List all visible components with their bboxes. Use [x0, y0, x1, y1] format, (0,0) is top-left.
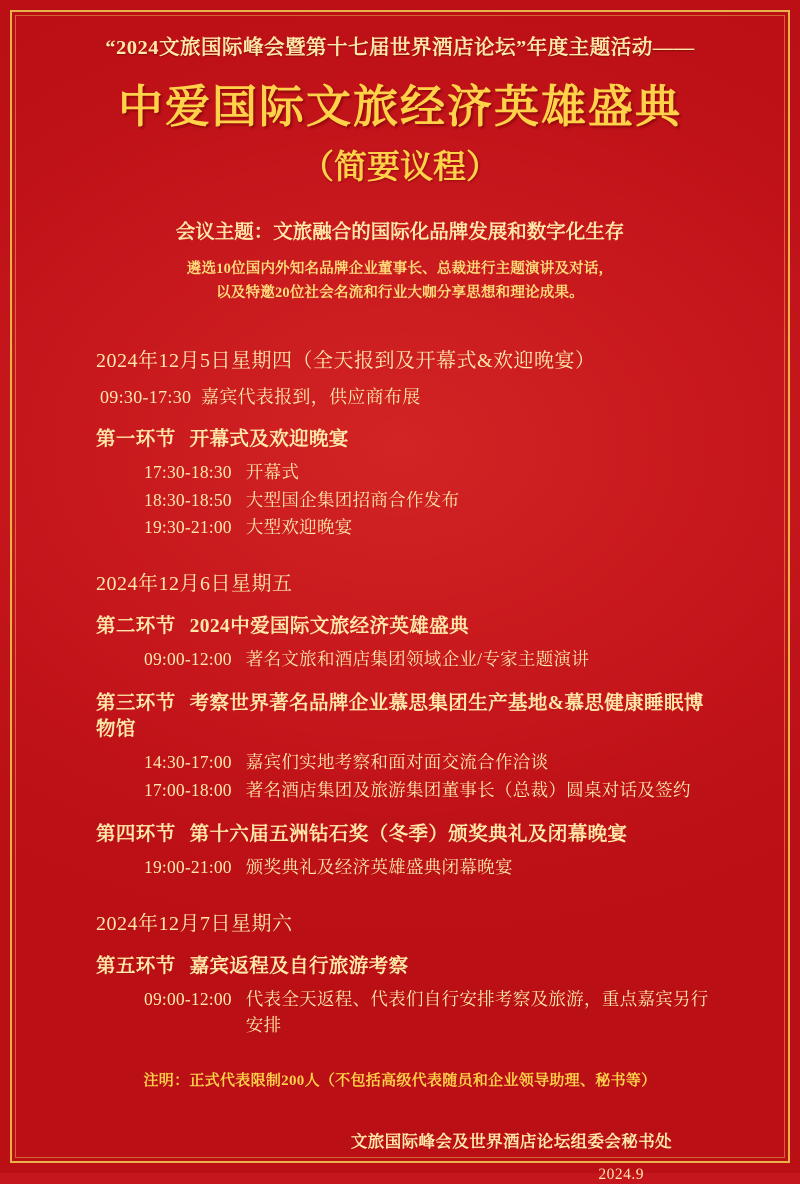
- agenda-item-text: 著名文旅和酒店集团领域企业/专家主题演讲: [245, 649, 590, 670]
- agenda-item-text: 大型国企集团招商合作发布: [245, 489, 460, 510]
- agenda-section-index: 第一环节: [96, 428, 176, 450]
- agenda-section-title: [96, 427, 720, 453]
- agenda-day-header: 2024年12月7日星期六: [96, 912, 293, 935]
- agenda-item-text: 代表全天返程、代表们自行安排考察及旅游，重点嘉宾另行安排: [245, 988, 709, 1036]
- meeting-theme: 会议主题：文旅融合的国际化品牌发展和数字化生存: [175, 222, 625, 243]
- agenda-item-group: [144, 986, 720, 1039]
- agenda-item: [144, 777, 720, 804]
- agenda-section-title: [96, 822, 720, 848]
- pre-title: “2024文旅国际峰会暨第十七届世界酒店论坛”年度主题活动——: [105, 37, 695, 59]
- agenda-item-text: 开幕式: [245, 462, 300, 483]
- agenda-item-text: 嘉宾们实地考察和面对面交流合作洽谈: [245, 752, 549, 773]
- agenda-item-group: [144, 854, 720, 881]
- agenda-item: [144, 646, 720, 673]
- agenda-plain-text: 嘉宾代表报到，供应商布展: [200, 386, 421, 407]
- agenda-section-name: 嘉宾返程及自行旅游考察: [189, 955, 409, 977]
- agenda-section-name: 第十六届五洲钻石奖（冬季）颁奖典礼及闭幕晚宴: [189, 823, 628, 845]
- footer-organization: 文旅国际峰会及世界酒店论坛组委会秘书处: [350, 1132, 672, 1152]
- agenda-item-time: 17:00-18:00: [144, 780, 232, 801]
- header-note: [40, 258, 760, 306]
- agenda-day-header: 2024年12月6日星期五: [96, 572, 293, 595]
- agenda-item-group: [144, 459, 720, 541]
- header-note-line-1: 遴选10位国内外知名品牌企业董事长、总裁进行主题演讲及对话，: [186, 261, 614, 277]
- agenda-section-title: [96, 614, 720, 640]
- footer-date: 2024.9: [598, 1166, 644, 1184]
- agenda-section-title: [96, 691, 720, 744]
- agenda-item-time: 19:30-21:00: [144, 517, 232, 538]
- agenda-plain-line: [100, 383, 720, 409]
- page-title: 中爱国际文旅经济英雄盛典: [117, 80, 682, 133]
- agenda-plain-spacer: [191, 387, 201, 407]
- agenda-item-group: [144, 646, 720, 673]
- agenda-item: [144, 514, 720, 541]
- agenda-item-time: 18:30-18:50: [144, 489, 232, 510]
- footer: [40, 1128, 760, 1184]
- agenda-item-time: 09:00-12:00: [144, 988, 232, 1009]
- agenda-section-title: [96, 954, 720, 980]
- agenda-item: [144, 854, 720, 881]
- agenda-item-time: 14:30-17:00: [144, 752, 232, 773]
- agenda-section-index: 第四环节: [96, 823, 176, 845]
- agenda-section-index: 第五环节: [96, 955, 176, 977]
- header-note-line-2: 以及特邀20位社会名流和行业大咖分享思想和理论成果。: [216, 284, 584, 301]
- agenda-item: [144, 487, 720, 514]
- agenda-section-name: 考察世界著名品牌企业慕思集团生产基地&慕思健康睡眠博物馆: [96, 692, 704, 741]
- agenda-plain-time: 09:30-17:30: [100, 386, 192, 407]
- agenda-item-text: 大型欢迎晚宴: [245, 517, 353, 538]
- agenda-item-group: [144, 749, 720, 803]
- agenda-list: [40, 344, 760, 1039]
- agenda-item-time: 19:00-21:00: [144, 856, 232, 877]
- agenda-section-name: 开幕式及欢迎晚宴: [189, 428, 349, 450]
- agenda-item: [144, 749, 720, 776]
- footnote: 注明：正式代表限制200人（不包括高级代表随员和企业领导助理、秘书等）: [143, 1073, 657, 1090]
- agenda-item-time: 17:30-18:30: [144, 462, 232, 483]
- agenda-item-time: 09:00-12:00: [144, 649, 232, 670]
- page-subtitle: （简要议程）: [301, 147, 499, 186]
- agenda-section-index: 第三环节: [96, 692, 176, 714]
- agenda-day-header: 2024年12月5日星期四（全天报到及开幕式&欢迎晚宴）: [96, 349, 596, 372]
- agenda-item-text: 著名酒店集团及旅游集团董事长（总裁）圆桌对话及签约: [245, 780, 691, 801]
- agenda-item: [144, 459, 720, 486]
- agenda-section-name: 2024中爱国际文旅经济英雄盛典: [189, 615, 470, 637]
- agenda-item: [144, 986, 720, 1039]
- agenda-item-text: 颁奖典礼及经济英雄盛典闭幕晚宴: [245, 856, 513, 877]
- agenda-section-index: 第二环节: [96, 615, 176, 637]
